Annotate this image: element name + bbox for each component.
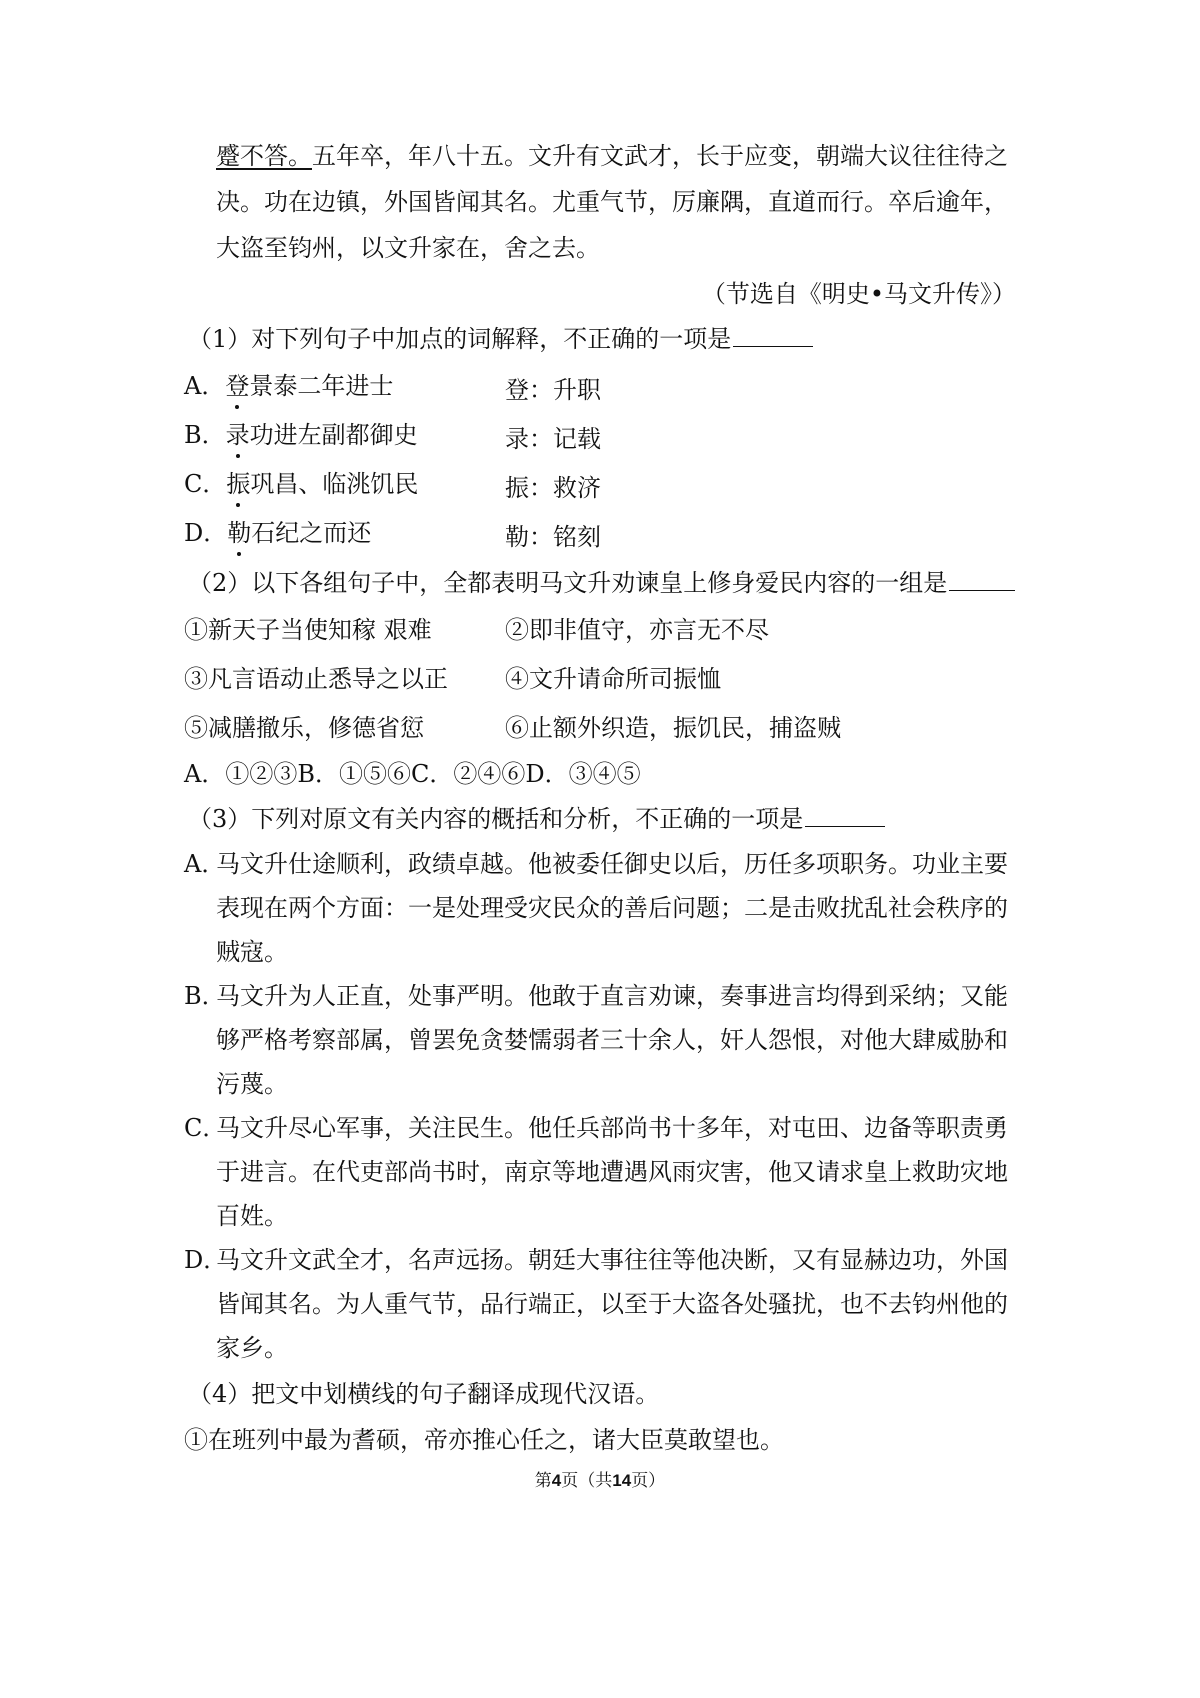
q2-item-1: ①新天子当使知稼 艰难 [184, 616, 432, 644]
q1-gloss-b: 录：记载 [505, 425, 601, 453]
q1-option-b: B．录功进左副都御史 [184, 421, 418, 449]
q3-option-c-line-3: 百姓。 [216, 1202, 288, 1230]
answer-blank [733, 322, 813, 347]
question-4-stem: （4）把文中划横线的句子翻译成现代汉语。 [188, 1380, 660, 1408]
answer-blank [805, 802, 885, 827]
q3-option-c-line-2: 于进言。在代吏部尚书时，南京等地遭遇风雨灾害，他又请求皇上救助灾地 [216, 1158, 1008, 1186]
q2-item-5: ⑤减膳撤乐，修德省愆 [184, 714, 424, 742]
question-1-stem: （1）对下列句子中加点的词解释，不正确的一项是 [188, 322, 813, 355]
q3-option-a-line-2: 表现在两个方面：一是处理受灾民众的善后问题；二是击败扰乱社会秩序的 [216, 894, 1008, 922]
q3-option-b-label: B． [184, 982, 226, 1010]
q2-item-2: ②即非值守，亦言无不尽 [505, 616, 769, 644]
underlined-sentence: 蹙不答。 [216, 142, 312, 170]
q1-gloss-a: 登：升职 [505, 376, 601, 404]
answer-blank [949, 566, 1015, 591]
q2-answer-options: A．①②③B．①⑤⑥C．②④⑥D．③④⑤ [184, 760, 641, 788]
q3-option-b-line-2: 够严格考察部属，曾罢免贪婪懦弱者三十余人，奸人怨恨，对他大肆威胁和 [216, 1026, 1008, 1054]
q3-option-b-line-1: 马文升为人正直，处事严明。他敢于直言劝谏，奏事进言均得到采纳；又能 [216, 982, 1008, 1010]
passage-line-3: 大盗至钧州，以文升家在，舍之去。 [216, 234, 600, 262]
question-3-stem: （3）下列对原文有关内容的概括和分析，不正确的一项是 [188, 802, 885, 835]
q3-option-c-label: C． [184, 1114, 227, 1142]
q1-option-c: C．振巩昌、临洮饥民 [184, 470, 419, 498]
question-2-stem: （2）以下各组句子中，全都表明马文升劝谏皇上修身爱民内容的一组是 [188, 566, 1015, 599]
q3-option-a-line-1: 马文升仕途顺利，政绩卓越。他被委任御史以后，历任多项职务。功业主要 [216, 850, 1008, 878]
q3-option-a-line-3: 贼寇。 [216, 938, 288, 966]
total-page-count: 14 [612, 1471, 632, 1490]
current-page-number: 4 [551, 1471, 562, 1490]
dotted-word: 勒 [227, 519, 252, 547]
passage-source: （节选自《明史•马文升传》） [701, 280, 1016, 308]
q3-option-a-label: A． [184, 850, 226, 878]
q2-item-6: ⑥止额外织造，振饥民，捕盗贼 [505, 714, 841, 742]
q1-gloss-d: 勒：铭刻 [505, 523, 601, 551]
q3-option-b-line-3: 污蔑。 [216, 1070, 288, 1098]
q3-option-d-line-1: 马文升文武全才，名声远扬。朝廷大事往往等他决断，又有显赫边功，外国 [216, 1246, 1008, 1274]
q3-option-d-line-2: 皆闻其名。为人重气节，品行端正，以至于大盗各处骚扰，也不去钧州他的 [216, 1290, 1008, 1318]
q2-item-3: ③凡言语动止悉导之以正 [184, 665, 448, 693]
q3-option-d-line-3: 家乡。 [216, 1334, 288, 1362]
page-footer: 第4页（共14页） [534, 1471, 666, 1491]
dotted-word: 振 [226, 470, 251, 498]
dotted-word: 录 [225, 421, 250, 449]
passage-line-1: 蹙不答。五年卒，年八十五。文升有文武才，长于应变，朝端大议往往待之 [216, 142, 1008, 170]
q1-gloss-c: 振：救济 [505, 474, 601, 502]
q2-item-4: ④文升请命所司振恤 [505, 665, 721, 693]
q1-option-d: D．勒石纪之而还 [184, 519, 372, 547]
q3-option-d-label: D． [184, 1246, 228, 1274]
q4-item-1: ①在班列中最为耆硕，帝亦推心任之，诸大臣莫敢望也。 [184, 1426, 784, 1454]
dotted-word: 登 [225, 372, 250, 400]
passage-line-2: 决。功在边镇，外国皆闻其名。尤重气节，厉廉隅，直道而行。卒后逾年， [216, 188, 1008, 216]
q3-option-c-line-1: 马文升尽心军事，关注民生。他任兵部尚书十多年，对屯田、边备等职责勇 [216, 1114, 1008, 1142]
q1-option-a: A．登景泰二年进士 [184, 372, 394, 400]
